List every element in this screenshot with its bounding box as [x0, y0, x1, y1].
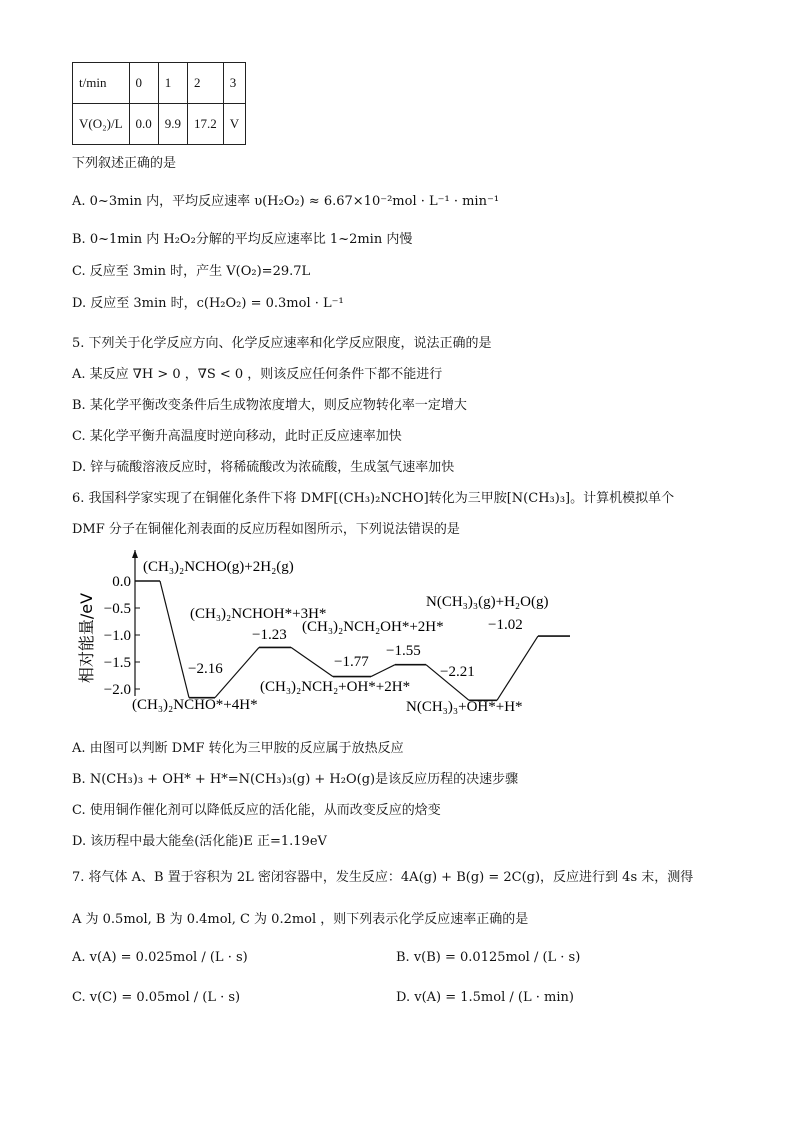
question-stem: 下列叙述正确的是	[72, 156, 177, 171]
option-a: A. 某反应 ∇H > 0 ，∇S < 0 ，则该反应任何条件下都不能进行	[72, 367, 443, 382]
y-axis-label: 相对能量/eV	[77, 592, 96, 684]
energy-value-label: −2.21	[440, 664, 475, 680]
option-d: D. v(A) = 1.5mol / (L · min)	[396, 990, 574, 1005]
question-stem: 5. 下列关于化学反应方向、化学反应速率和化学反应限度，说法正确的是	[72, 336, 492, 351]
species-label: (CH₃)₂NCHO*+4H*	[132, 697, 258, 713]
option-c: C. 使用铜作催化剂可以降低反应的活化能，从而改变反应的焓变	[72, 803, 441, 818]
table-cell: V	[223, 104, 245, 145]
question-stem: 6. 我国科学家实现了在铜催化条件下将 DMF[(CH₃)₂NCHO]转化为三甲胺[N(CH₃)₃]。计算机模拟单个	[72, 491, 675, 506]
y-tick-label: −1.5	[103, 655, 131, 671]
question-stem: A 为 0.5mol, B 为 0.4mol, C 为 0.2mol ，则下列表示化学反应速率正确的是	[72, 912, 529, 927]
y-tick-label: −1.0	[103, 628, 131, 644]
species-label: (CH₃)₂NCHOH*+3H*	[190, 606, 327, 622]
y-tick-label: −0.5	[103, 601, 131, 617]
energy-value-label: −1.23	[252, 627, 287, 643]
table-cell: 9.9	[158, 104, 187, 145]
table-cell: 17.2	[188, 104, 224, 145]
option-b: B. v(B) = 0.0125mol / (L · s)	[396, 950, 581, 965]
question-stem: 7. 将气体 A、B 置于容积为 2L 密闭容器中，发生反应：4A(g) + B(g) = 2C(g)，反应进行到 4s 末，测得	[72, 870, 694, 885]
option-d: D. 反应至 3min 时，c(H₂O₂) = 0.3mol · L⁻¹	[72, 296, 344, 311]
species-label: (CH₃)₂NCH₂+OH*+2H*	[260, 679, 411, 695]
option-d: D. 锌与硫酸溶液反应时，将稀硫酸改为浓硫酸，生成氢气速率加快	[72, 460, 455, 475]
option-a: A. 由图可以判断 DMF 转化为三甲胺的反应属于放热反应	[72, 741, 404, 756]
question-stem: DMF 分子在铜催化剂表面的反应历程如图所示，下列说法错误的是	[72, 522, 460, 537]
energy-profile-chart	[70, 548, 570, 720]
species-label: (CH₃)₂NCHO(g)+2H₂(g)	[143, 559, 294, 575]
table-cell: 0	[129, 63, 158, 104]
energy-connector	[371, 665, 395, 677]
option-c: C. 反应至 3min 时，产生 V(O₂)=29.7L	[72, 264, 311, 279]
table-cell: V(O₂)/L	[73, 104, 130, 145]
option-c: C. 某化学平衡升高温度时逆向移动，此时正反应速率加快	[72, 429, 402, 444]
option-c: C. v(C) = 0.05mol / (L · s)	[72, 990, 241, 1005]
option-b: B. 0~1min 内 H₂O₂分解的平均反应速率比 1~2min 内慢	[72, 232, 413, 247]
table-cell: 1	[158, 63, 187, 104]
energy-value-label: −1.77	[334, 654, 369, 670]
table-cell: t/min	[73, 63, 130, 104]
table-cell: 2	[188, 63, 224, 104]
option-a: A. 0~3min 内，平均反应速率 υ(H₂O₂) ≈ 6.67×10⁻²mol · L⁻¹ · min⁻¹	[72, 194, 500, 209]
table-row	[73, 104, 246, 145]
energy-connector	[160, 581, 189, 698]
table-row	[73, 63, 246, 104]
energy-value-label: −1.02	[488, 617, 523, 633]
option-b: B. 某化学平衡改变条件后生成物浓度增大，则反应物转化率一定增大	[72, 398, 467, 413]
energy-connector	[497, 636, 538, 700]
data-table	[72, 62, 246, 145]
table-cell: 0.0	[129, 104, 158, 145]
species-label: N(CH₃)₃(g)+H₂O(g)	[426, 594, 549, 610]
y-axis-arrow	[132, 550, 138, 558]
energy-value-label: −1.55	[386, 643, 421, 659]
option-b: B. N(CH₃)₃ + OH* + H*=N(CH₃)₃(g) + H₂O(g)是该反应历程的决速步骤	[72, 772, 519, 787]
option-d: D. 该历程中最大能垒(活化能)E 正=1.19eV	[72, 834, 327, 849]
species-label: N(CH₃)₃+OH*+H*	[406, 699, 523, 715]
energy-connector	[291, 647, 333, 676]
y-tick-label: −2.0	[103, 682, 131, 698]
species-label: (CH₃)₂NCH₂OH*+2H*	[302, 619, 444, 635]
y-tick-label: 0.0	[112, 574, 131, 590]
table-cell: 3	[223, 63, 245, 104]
energy-value-label: −2.16	[188, 661, 223, 677]
option-a: A. v(A) = 0.025mol / (L · s)	[72, 950, 248, 965]
